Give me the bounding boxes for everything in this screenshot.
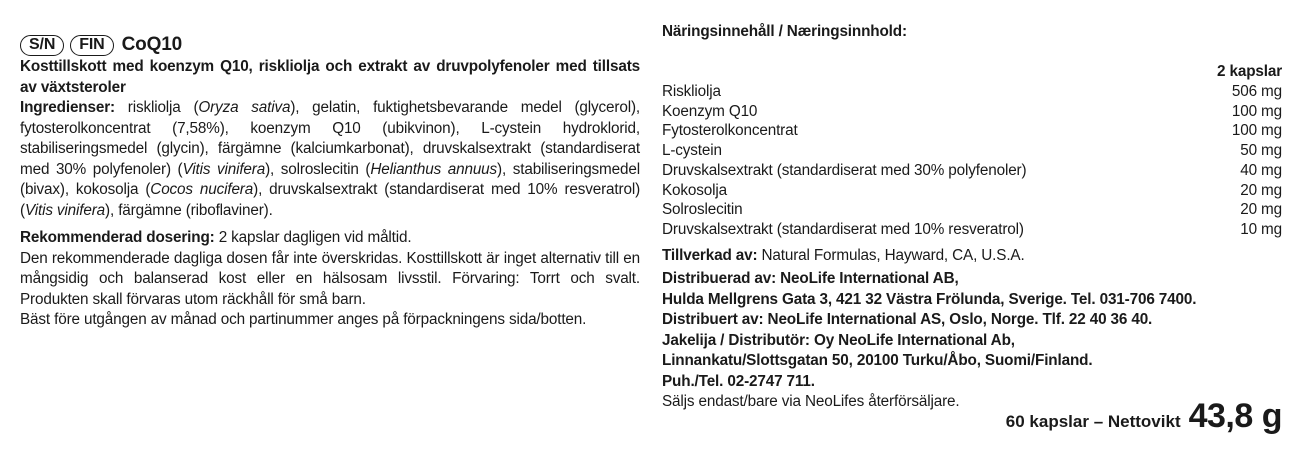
- label-header: [20, 34, 640, 56]
- net-weight-value: 43,8 g: [1188, 397, 1282, 435]
- nutrition-column-header: 2 kapslar: [1217, 63, 1282, 80]
- nutrient-name: Riskliolja: [662, 83, 721, 100]
- manufacturer-line: [662, 246, 1282, 267]
- language-badge-fin: FIN: [70, 35, 113, 56]
- latin-name: Helianthus annuus: [370, 160, 498, 178]
- dosage-paragraph: [20, 228, 640, 249]
- nutrient-amount: 50 mg: [1240, 142, 1282, 160]
- distributor-se-address: Hulda Mellgrens Gata 3, 421 32 Västra Frölunda, Sverige. Tel. 031-706 7400.: [662, 290, 1197, 308]
- table-row: [662, 220, 1282, 240]
- distributor-se-line: Distribuerad av: NeoLife International AB,: [662, 270, 959, 288]
- ingredients-text: ), färgämne (riboflaviner).: [105, 201, 273, 219]
- distributor-fi-phone: Puh./Tel. 02-2747 711.: [662, 372, 815, 390]
- nutrient-name: L-cystein: [662, 142, 722, 160]
- ingredients-text: ), druvskalsextrakt (standardiserat med 10% resveratrol) (: [20, 181, 641, 219]
- nutrient-name: Druvskalsextrakt (standardiserat med 10% resveratrol): [662, 220, 1024, 238]
- ingredients-text: ), stabiliseringsmedel (bivax), kokosolja (: [20, 160, 640, 198]
- ingredients-text: riskliolja (: [114, 99, 199, 116]
- nutrient-amount: 20 mg: [1240, 201, 1282, 219]
- nutrient-name: Druvskalsextrakt (standardiserat med 30% polyfenoler): [662, 161, 1027, 179]
- best-before-text: Bäst före utgången av månad och partinummer anges på förpackningens sida/botten.: [20, 311, 587, 328]
- nutrient-name: Solroslecitin: [662, 201, 743, 219]
- nutrient-amount: 20 mg: [1240, 181, 1282, 199]
- table-row: [662, 121, 1282, 141]
- right-column: [662, 22, 1282, 413]
- sales-channel-text: Säljs endast/bare via NeoLifes återförsäljare.: [662, 393, 960, 411]
- latin-name: Cocos nucifera: [150, 181, 254, 198]
- nutrient-amount: 100 mg: [1231, 122, 1282, 140]
- ingredients-text: ), solroslecitin (: [265, 160, 371, 178]
- language-badge-sn: S/N: [20, 35, 64, 56]
- table-row: [662, 82, 1282, 102]
- nutrient-name: Fytosterolkoncentrat: [662, 122, 798, 140]
- table-row: [662, 181, 1282, 201]
- dosage-label: Rekommenderad dosering:: [20, 229, 215, 246]
- distributor-fi-address: Linnankatu/Slottsgatan 50, 20100 Turku/Åbo, Suomi/Finland.: [662, 352, 1093, 370]
- dosage-text: 2 kapslar dagligen vid måltid.: [214, 229, 412, 246]
- nutrient-name: Koenzym Q10: [662, 102, 758, 120]
- ingredients-text: ), gelatin, fuktighetsbevarande medel (glycerol), fytosterolkoncentrat (7,58%), koenzym Q10 (ubikvinon), L-cystein hydroklorid, stabiliseringsmedel (glycin), färgämne (kalciumkarbonat), druvskalsextrakt (standardiserat med 30% polyfenoler) (: [20, 99, 640, 178]
- table-row: [662, 141, 1282, 161]
- nutrient-amount: 100 mg: [1231, 102, 1282, 120]
- latin-name: Oryza sativa: [198, 99, 291, 116]
- latin-name: Vitis vinifera: [24, 201, 106, 219]
- distributor-no-line: Distribuert av: NeoLife International AS, Oslo, Norge. Tlf. 22 40 36 40.: [662, 311, 1153, 329]
- table-row: [662, 161, 1282, 181]
- product-name: CoQ10: [121, 33, 183, 55]
- nutrient-name: Kokosolja: [662, 181, 727, 199]
- product-subtitle: Kosttillskott med koenzym Q10, riskliolja och extrakt av druvpolyfenoler med tillsats av växtsteroler: [20, 58, 640, 96]
- company-info: [662, 246, 1282, 413]
- nutrition-title: Näringsinnehåll / Næringsinnhold:: [662, 23, 907, 40]
- manufacturer-label: Tillverkad av:: [662, 246, 758, 264]
- latin-name: Vitis vinifera: [182, 160, 266, 178]
- ingredients-label: Ingredienser:: [20, 99, 115, 116]
- table-row: [662, 200, 1282, 220]
- net-weight-block: [1006, 397, 1282, 436]
- nutrient-amount: 40 mg: [1240, 161, 1282, 179]
- net-weight-label: 60 kapslar – Nettovikt: [1005, 412, 1181, 431]
- table-row: [662, 102, 1282, 122]
- warning-paragraph: Den rekommenderade dagliga dosen får inte överskridas. Kosttillskott är inget alternativ till en mångsidig och balanserad kost eller en hälsosam livsstil. Förvaring: Torrt och svalt. Produkten skall förvaras utom räckhåll för små barn.: [20, 249, 640, 308]
- nutrition-table: [662, 82, 1282, 240]
- ingredients-paragraph: [20, 98, 640, 221]
- nutrient-amount: 10 mg: [1240, 220, 1282, 238]
- left-column: [20, 34, 640, 331]
- distributor-fi-line: Jakelija / Distributör: Oy NeoLife International Ab,: [662, 331, 1015, 349]
- manufacturer-text: Natural Formulas, Hayward, CA, U.S.A.: [757, 246, 1025, 264]
- nutrient-amount: 506 mg: [1231, 83, 1282, 100]
